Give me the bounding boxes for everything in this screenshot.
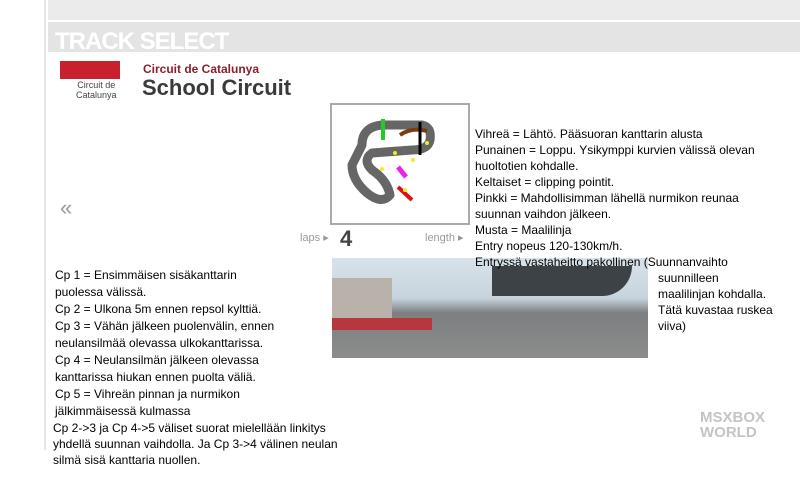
left-divider (44, 0, 46, 450)
laps-label: laps ▸ (300, 232, 329, 244)
circuit-name: Circuit de Catalunya (143, 62, 260, 76)
legend-notes-cont: suunnilleen maalilinjan kohdalla. Tätä kuvastaa ruskea viiva) (658, 271, 773, 333)
brown-line (400, 130, 427, 135)
footer-note: Cp 2->3 ja Cp 4->5 väliset suorat mielellään linkitys yhdellä suunnan vaihdolla. Ja Cp 3->4 välinen neulan silmä sisä kanttaria nuollen. (53, 421, 338, 467)
clip-point (380, 167, 384, 171)
laps-value: 4 (340, 226, 353, 251)
pink-marker (398, 167, 406, 177)
clip-point (411, 158, 415, 162)
legend-notes: Vihreä = Lähtö. Pääsuoran kanttarin alusta Punainen = Loppu. Ysikymppi kurvien välissä olevan huoltotien kohdalle. Keltaiset = clipping pointit. Pinkki = Mahdollisimman lähellä nurmikon reunaa suunnan vaihdon jälkeen. Musta = Maalilinja Entry nopeus 120-130km/h. Entryssä vastaheitto pakollinen (Suunnanvaihto (475, 127, 755, 269)
page-title: TRACK SELECT (55, 28, 229, 55)
layout-name: School Circuit (142, 75, 292, 100)
top-band (48, 0, 800, 20)
circuit-logo (60, 61, 120, 79)
track-map (330, 103, 470, 225)
checkpoint-notes: Cp 1 = Ensimmäisen sisäkanttarin puolessa välissä. Cp 2 = Ulkona 5m ennen repsol kylttiä. Cp 3 = Vähän jälkeen puolenvälin, ennen neulansilmää olevassa ulkokanttarissa. Cp 4 = Neulansilmän jälkeen olevassa kanttarissa hiukan ennen puolta väliä. Cp 5 = Vihreän pinnan ja nurmikon jälkimmäisessä kulmassa (55, 268, 275, 418)
logo-text: Circuit de Catalunya (76, 80, 117, 100)
watermark-logo: MSXBOX WORLD (700, 409, 766, 441)
clip-point (425, 141, 429, 145)
back-button[interactable]: « (60, 195, 73, 220)
clip-point (403, 188, 407, 192)
length-label: length ▸ (425, 232, 464, 244)
clip-point (393, 151, 397, 155)
